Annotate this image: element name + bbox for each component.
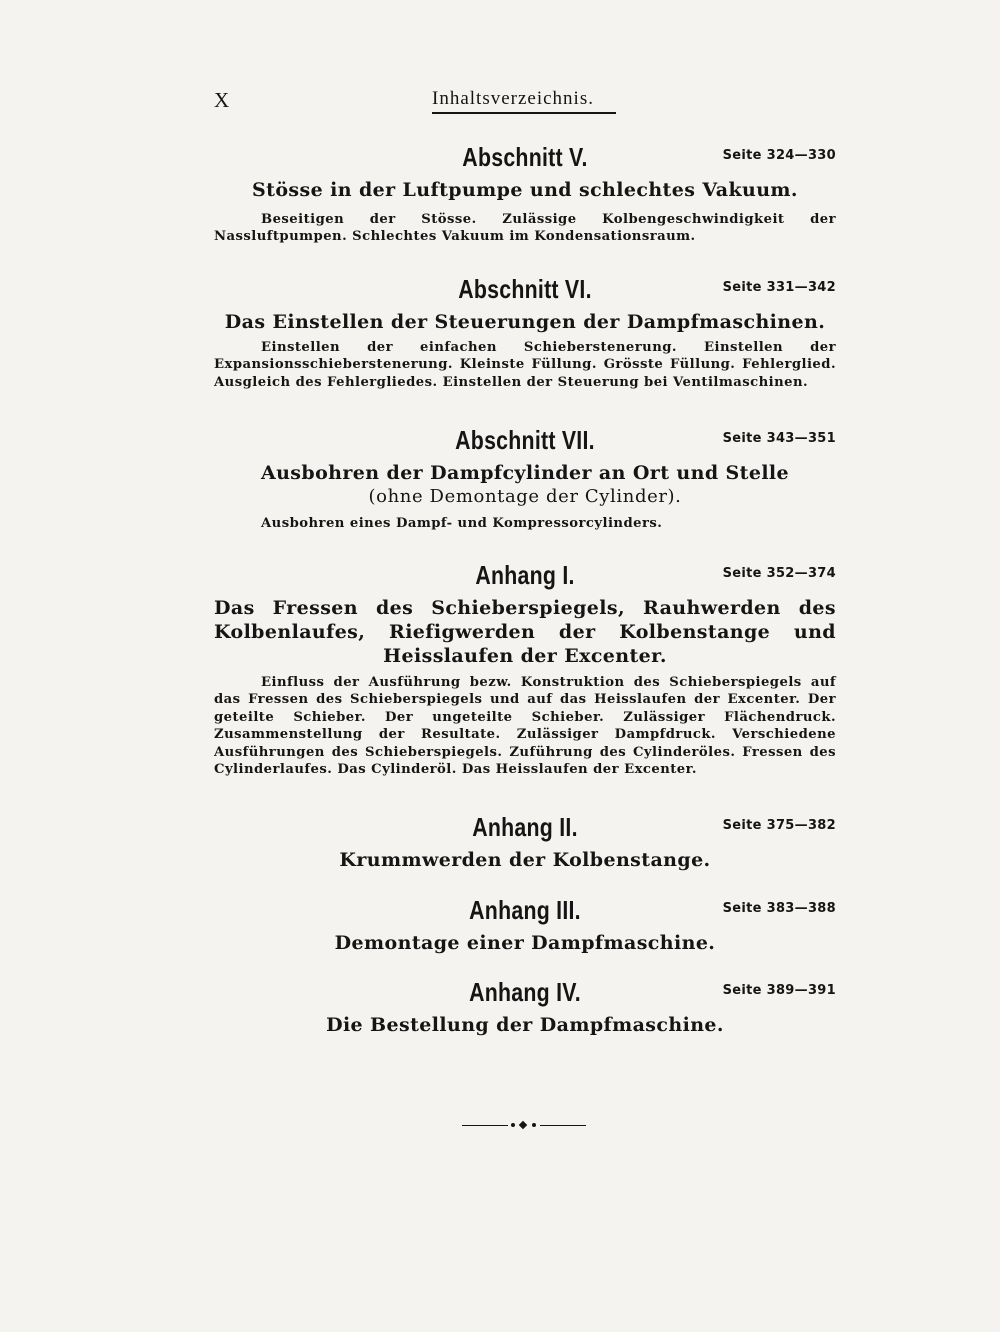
- section-pages: Seite 324—330: [722, 148, 836, 163]
- section-pages: Seite 383—388: [722, 901, 836, 916]
- running-title: Inhaltsverzeichnis.: [432, 88, 594, 109]
- section-label: Anhang IV.: [469, 977, 581, 1007]
- section-summary: Einfluss der Ausführung bezw. Konstruktion des Schieberspiegels auf das Fressen des Schieberspiegels und auf das Heisslaufen der Excenter. Der geteilte Schieber. Der ungeteilte Schieber. Zulässiger Flächendruck. Zusammenstellung der Resultate. Zulässiger Dampfdruck. Verschiedene Ausführungen des Schieberspiegels. Zuführung des Cylinderöles. Fressen des Cylinderlaufes. Das Cylinderöl. Das Heisslaufen der Excenter.: [214, 675, 836, 778]
- section-anhang-i: [214, 560, 836, 778]
- section-abschnitt-v: [214, 142, 836, 246]
- page-header: [214, 88, 834, 114]
- section-heading: Das Fressen des Schieberspiegels, Rauhwerden des Kolbenlaufes, Riefigwerden der Kolbenstange und Heisslaufen der Excenter.: [214, 597, 836, 667]
- end-ornament: [462, 1120, 586, 1132]
- section-heading: Demontage einer Dampfmaschine.: [334, 932, 716, 954]
- section-label: Abschnitt V.: [462, 142, 588, 172]
- section-heading: Ausbohren der Dampfcylinder an Ort und Stelle: [260, 462, 790, 484]
- section-label: Abschnitt VII.: [455, 425, 595, 455]
- section-summary: Beseitigen der Stösse. Zulässige Kolbengeschwindigkeit der Nassluftpumpen. Schlechtes Vakuum im Kondensationsraum.: [214, 212, 836, 245]
- section-anhang-ii: [214, 812, 836, 872]
- section-pages: Seite 375—382: [722, 818, 836, 833]
- section-abschnitt-vi: [214, 274, 836, 391]
- section-pages: Seite 389—391: [722, 983, 836, 998]
- section-label: Anhang III.: [469, 895, 581, 925]
- section-subheading: (ohne Demontage der Cylinder).: [368, 486, 682, 507]
- section-summary: Einstellen der einfachen Schieberstenerung. Einstellen der Expansionsschieberstenerung. Kleinste Füllung. Grösste Füllung. Fehlerglied. Ausgleich des Fehlergliedes. Einstellen der Steuerung bei Ventilmaschinen.: [214, 340, 836, 390]
- page-number: X: [214, 88, 230, 112]
- section-anhang-iv: [214, 977, 836, 1037]
- section-summary: Ausbohren eines Dampf- und Kompressorcylinders.: [261, 516, 663, 531]
- section-label: Abschnitt VI.: [458, 274, 592, 304]
- section-pages: Seite 343—351: [722, 431, 836, 446]
- section-label: Anhang I.: [475, 560, 575, 590]
- header-rule: [432, 112, 616, 114]
- section-abschnitt-vii: [214, 425, 836, 532]
- section-heading: Die Bestellung der Dampfmaschine.: [326, 1014, 724, 1036]
- section-heading: Das Einstellen der Steuerungen der Dampfmaschinen.: [224, 311, 826, 333]
- section-label: Anhang II.: [472, 812, 578, 842]
- section-heading: Stösse in der Luftpumpe und schlechtes Vakuum.: [252, 179, 798, 201]
- section-pages: Seite 352—374: [722, 566, 836, 581]
- section-anhang-iii: [214, 895, 836, 955]
- section-heading: Krummwerden der Kolbenstange.: [339, 849, 711, 871]
- section-pages: Seite 331—342: [722, 280, 836, 295]
